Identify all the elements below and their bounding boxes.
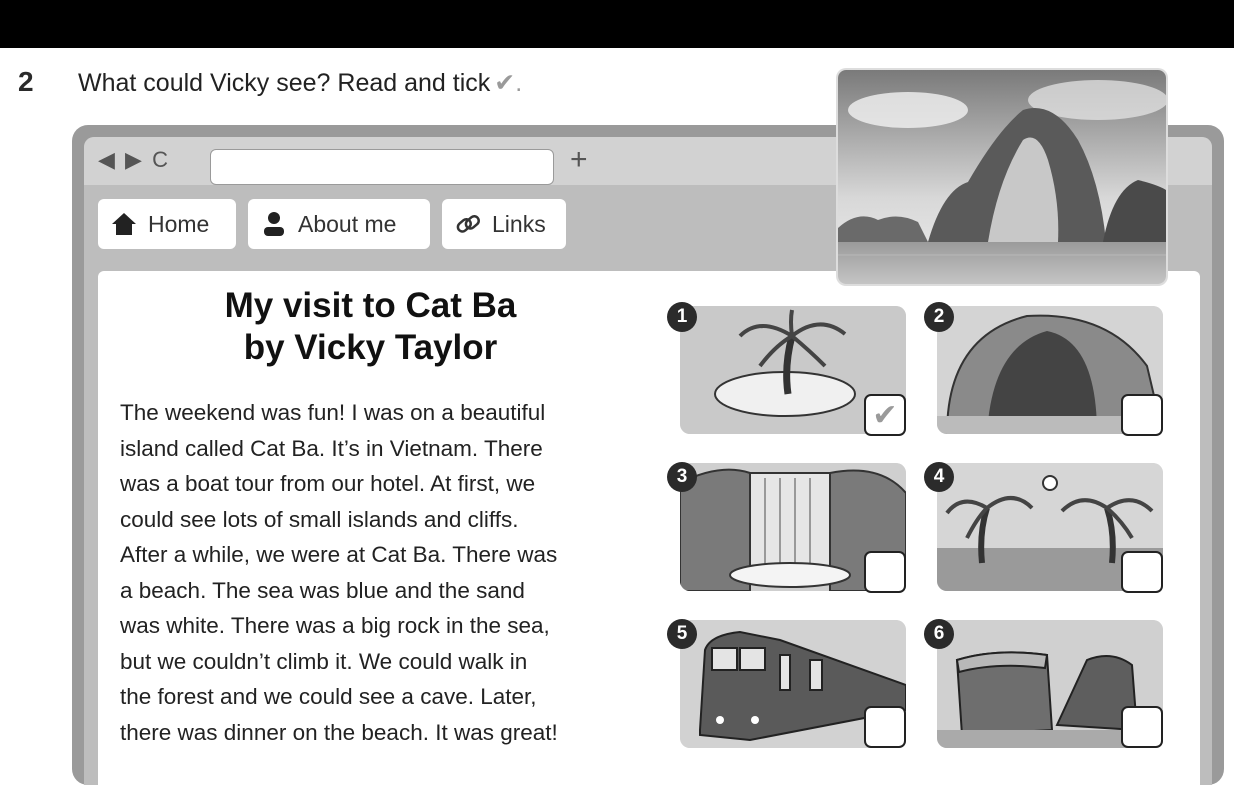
new-tab-button[interactable]: +	[570, 143, 588, 176]
picture-badge: 5	[667, 619, 697, 649]
nav-links-label: Links	[492, 210, 546, 237]
article-line: could see lots of small islands and cliffs.	[120, 506, 519, 532]
article-line: was a boat tour from our hotel. At first, we	[120, 471, 536, 496]
exercise-instruction	[78, 68, 522, 98]
article-line: there was dinner on the beach. It was great!	[120, 719, 558, 745]
nav-links-button[interactable]	[442, 199, 566, 249]
nav-home-button[interactable]	[98, 199, 236, 249]
tick-box-6[interactable]	[1121, 706, 1163, 748]
top-black-bar	[0, 0, 1234, 48]
nav-controls[interactable]: ◀ ▶ C	[98, 147, 170, 172]
picture-badge: 1	[667, 302, 697, 332]
nav-about-label: About me	[298, 210, 397, 237]
tick-box-4[interactable]	[1121, 551, 1163, 593]
exercise-number: 2	[18, 66, 34, 97]
nav-home-label: Home	[148, 210, 210, 237]
picture-badge: 2	[924, 302, 954, 332]
tick-box-3[interactable]	[864, 551, 906, 593]
person-icon	[260, 210, 288, 238]
link-icon	[454, 210, 482, 238]
article-line: was white. There was a big rock in the sea,	[120, 613, 550, 638]
article-line: The weekend was fun! I was on a beautiful	[120, 400, 546, 425]
tick-box-2[interactable]	[1121, 394, 1163, 436]
picture-badge: 6	[924, 619, 954, 649]
article-line: island called Cat Ba. It’s in Vietnam. There	[120, 435, 543, 461]
address-bar[interactable]	[210, 149, 554, 185]
article-line: the forest and we could see a cave. Later,	[120, 684, 537, 709]
tick-icon: ✔.	[494, 69, 523, 97]
picture-badge: 3	[667, 462, 697, 492]
rock-photo-icon	[838, 70, 1166, 284]
article-line: a beach. The sea was blue and the sand	[120, 577, 525, 603]
picture-badge: 4	[924, 462, 954, 492]
home-icon	[110, 210, 138, 238]
article-body	[120, 395, 640, 750]
nav-about-button[interactable]	[248, 199, 430, 249]
tick-box-5[interactable]	[864, 706, 906, 748]
article-title-line2: by Vicky Taylor	[243, 328, 498, 367]
instruction-text: What could Vicky see? Read and tick	[78, 69, 491, 97]
article-title	[98, 285, 643, 369]
tick-box-1[interactable]: ✔	[864, 394, 906, 436]
article-title-line1: My visit to Cat Ba	[224, 286, 517, 325]
article-line: but we couldn’t climb it. We could walk in	[120, 648, 528, 674]
article-line: After a while, we were at Cat Ba. There was	[120, 542, 558, 567]
cat-ba-photo	[838, 70, 1166, 284]
